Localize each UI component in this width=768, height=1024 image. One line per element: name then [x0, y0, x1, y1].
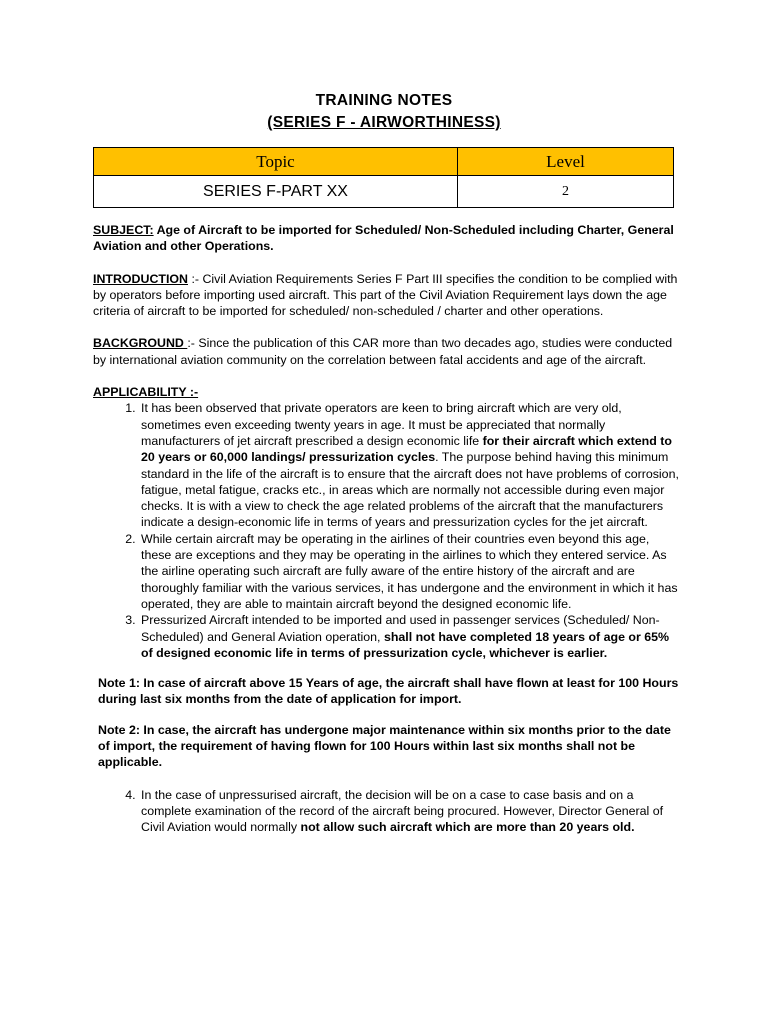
introduction-label: INTRODUCTION [93, 271, 188, 286]
note-2: Note 2: In case, the aircraft has undergone major maintenance within six months prior to the date of import, the requirement of having flown for 100 Hours within last six months shall not be applicable. [98, 722, 671, 770]
list-item: 4. In the case of unpressurised aircraft, the decision will be on a case to case basis and on a complete examination of the record of the aircraft being procured. However, Director General of Civil Aviation would normally not allow such aircraft which are more than 20 years old. [139, 787, 683, 836]
note-1: Note 1: In case of aircraft above 15 Years of age, the aircraft shall have flown at least for 100 Hours during last six months from the date of application for import. [98, 676, 679, 707]
introduction-text: :- Civil Aviation Requirements Series F Part III specifies the condition to be complied with by operators before importing used aircraft. This part of the Civil Aviation Requirement lays down the age criteria of aircraft to be imported for scheduled/ non-scheduled / charter and other operations. [93, 271, 678, 319]
background-paragraph [93, 335, 683, 368]
document-title: TRAINING NOTES [315, 92, 453, 109]
introduction-paragraph [93, 271, 683, 320]
level-header-cell: Level [458, 148, 674, 176]
background-label: BACKGROUND [93, 336, 188, 351]
subject-text: Age of Aircraft to be imported for Scheduled/ Non-Scheduled including Charter, General Aviation and other Operations. [93, 223, 674, 254]
level-value-cell: 2 [458, 176, 674, 208]
list-item: 2. While certain aircraft may be operating in the airlines of their countries even beyond this age, these are exceptions and they may be operating in the airlines to which they entered service. As the airline operating such aircraft are fully aware of the entire history of the aircraft and are thoroughly familiar with the various services, it has undergone and the environment in which it has operated, they are able to maintain aircraft beyond the designed economic life. [139, 531, 683, 612]
document-body [93, 222, 683, 836]
document-subtitle: (SERIES F - AIRWORTHINESS) [267, 114, 501, 131]
list-item: 1. It has been observed that private operators are keen to bring aircraft which are very old, sometimes even exceeding twenty years in age. It must be appreciated that normally manufacturers of jet aircraft prescribed a design economic life for their aircraft which extend to 20 years or 60,000 landings/ pressurization cycles. The purpose behind having this minimum standard in the life of the aircraft is to ensure that the aircraft does not have problems of corrosion, fatigue, metal fatigue, cracks etc., in areas which are normally not accessible during even major checks. It is with a view to check the age related problems of the aircraft that the manufacturers indicate a design-economic life in terms of years and pressurization cycles for the jet aircraft. [139, 400, 683, 530]
applicability-list [93, 400, 683, 661]
topic-level-table [93, 147, 674, 208]
topic-value-cell: SERIES F-PART XX [94, 176, 458, 208]
topic-header-cell: Topic [94, 148, 458, 176]
subject-label: SUBJECT: [93, 223, 154, 237]
list-item: 3. Pressurized Aircraft intended to be imported and used in passenger services (Scheduled/ Non-Scheduled) and General Aviation operation, shall not have completed 18 years of age or 65% of designed economic life in terms of pressurization cycle, whichever is earlier. [139, 612, 683, 661]
subject-paragraph [93, 222, 683, 255]
applicability-list-continued [93, 787, 683, 836]
document-header [0, 90, 768, 134]
background-text: :- Since the publication of this CAR more than two decades ago, studies were conducted by international aviation community on the correlation between fatal accidents and age of the aircraft. [93, 336, 673, 367]
applicability-heading: APPLICABILITY :- [93, 385, 199, 400]
